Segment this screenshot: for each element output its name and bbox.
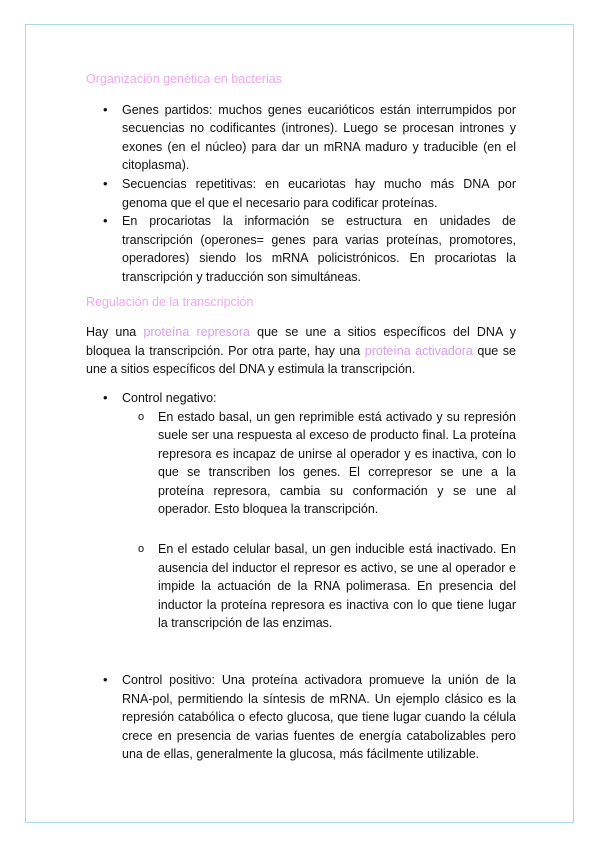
list-item-control-negativo: • Control negativo: <box>86 389 516 408</box>
control-negativo-sublist <box>86 408 516 634</box>
highlight-proteina-represora: proteína represora <box>143 325 250 340</box>
list-item: • Secuencias repetitivas: en eucariotas hay mucho más DNA por genoma que el que el necesario para codificar proteínas. <box>86 175 516 212</box>
control-negativo-list <box>86 389 516 408</box>
document-body <box>86 70 516 764</box>
text-run: que se une a sitios específicos del DNA y estimula la transcripción. <box>86 343 516 377</box>
list-item-control-positivo: • Control positivo: Una proteína activadora promueve la unión de la RNA-pol, permitiendo la síntesis de mRNA. Un ejemplo clásico es la represión catabólica o efecto glucosa, que tiene lugar cuando la célula crece en presencia de varias fuentes de energía catabolizables pero una de ellas, generalmente la glucosa, más fácilmente utilizable. <box>86 671 516 764</box>
list-item: • En procariotas la información se estructura en unidades de transcripción (operones= genes para varias proteínas, promotores, operadores) siendo los mRNA policistrónicos. En procariotas la transcripción y traducción son simultáneas. <box>86 212 516 286</box>
list-item: • Genes partidos: muchos genes eucarióticos están interrumpidos por secuencias no codificantes (intrones). Luego se procesan intrones y exones (en el núcleo) para dar un mRNA maduro y traducible (en el citoplasma). <box>86 101 516 175</box>
sub-list-item: o En el estado celular basal, un gen inducible está inactivado. En ausencia del inductor el represor es activo, se une al operador e impide la actuación de la RNA polimerasa. En presencia del inductor la proteína represora es inactiva con lo que tiene lugar la transcripción de las enzimas. <box>86 540 516 633</box>
text-run: Hay una <box>86 325 144 340</box>
section-heading-organizacion: Organización genética en bacterias <box>86 72 282 86</box>
text-run: que se une a sitios específicos del DNA y bloquea la transcripción. Por otra parte, hay una <box>86 325 517 358</box>
section-heading-regulacion: Regulación de la transcripción <box>86 294 254 309</box>
highlight-proteina-activadora: proteína activadora <box>364 343 473 358</box>
organizacion-list <box>86 101 516 287</box>
sub-list-item: o En estado basal, un gen reprimible está activado y su represión suele ser una respuesta al exceso de producto final. La proteína represora es incapaz de unirse al operador y es inactiva, con lo que se transcriben los genes. El correpresor se une a la proteína represora, cambia su conformación y se une al operador. Esto bloquea la transcripción. <box>86 408 516 520</box>
control-positivo-list <box>86 671 516 764</box>
regulacion-paragraph <box>86 323 516 379</box>
